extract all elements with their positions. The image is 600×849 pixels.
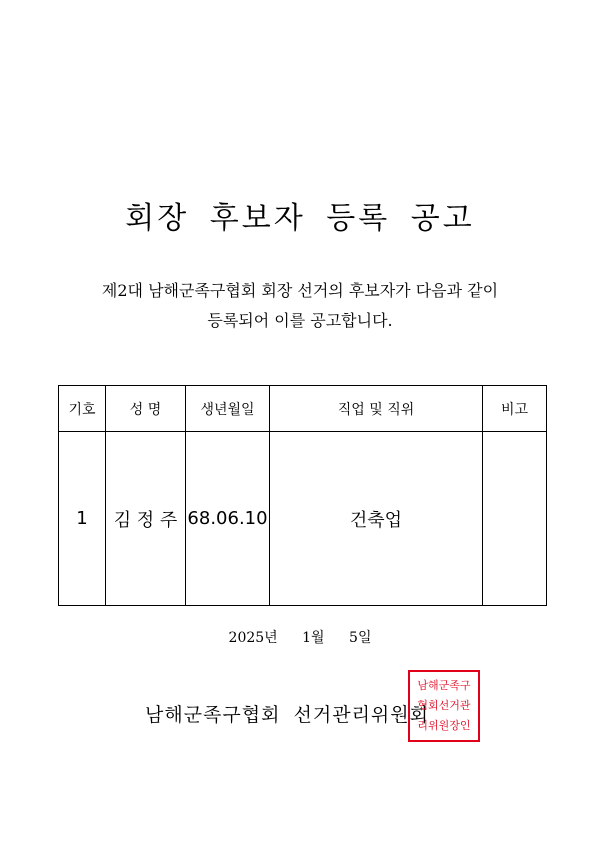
organization-name: 남해군족구협회 선거관리위원회 [145, 704, 429, 726]
header-birthdate: 생년월일 [186, 386, 270, 432]
seal-line-1: 남해군족구 [417, 679, 471, 692]
date-year: 2025년 [228, 630, 278, 646]
announcement-date [0, 627, 600, 647]
cell-number: 1 [59, 432, 106, 606]
cell-name: 김 정 주 [106, 432, 186, 606]
header-job: 직업 및 직위 [270, 386, 483, 432]
cell-job: 건축업 [270, 432, 483, 606]
cell-note [483, 432, 547, 606]
announcement-text [60, 276, 540, 336]
official-seal-stamp [408, 670, 480, 742]
candidate-table [58, 385, 547, 606]
announcement-line-2: 등록되어 이를 공고합니다. [207, 311, 393, 330]
header-note: 비고 [483, 386, 547, 432]
seal-line-2: 협회선거관 [417, 699, 471, 712]
table-header-row [59, 386, 547, 432]
header-name: 성 명 [106, 386, 186, 432]
date-month: 1월 [302, 630, 325, 646]
header-number: 기호 [59, 386, 106, 432]
cell-birthdate: 68.06.10 [186, 432, 270, 606]
seal-line-3: 리위원장인 [417, 719, 471, 732]
announcement-line-1: 제2대 남해군족구협회 회장 선거의 후보자가 다음과 같이 [101, 281, 499, 300]
page-title: 회장 후보자 등록 공고 [125, 201, 475, 236]
table-row [59, 432, 547, 606]
date-day: 5일 [349, 630, 372, 646]
